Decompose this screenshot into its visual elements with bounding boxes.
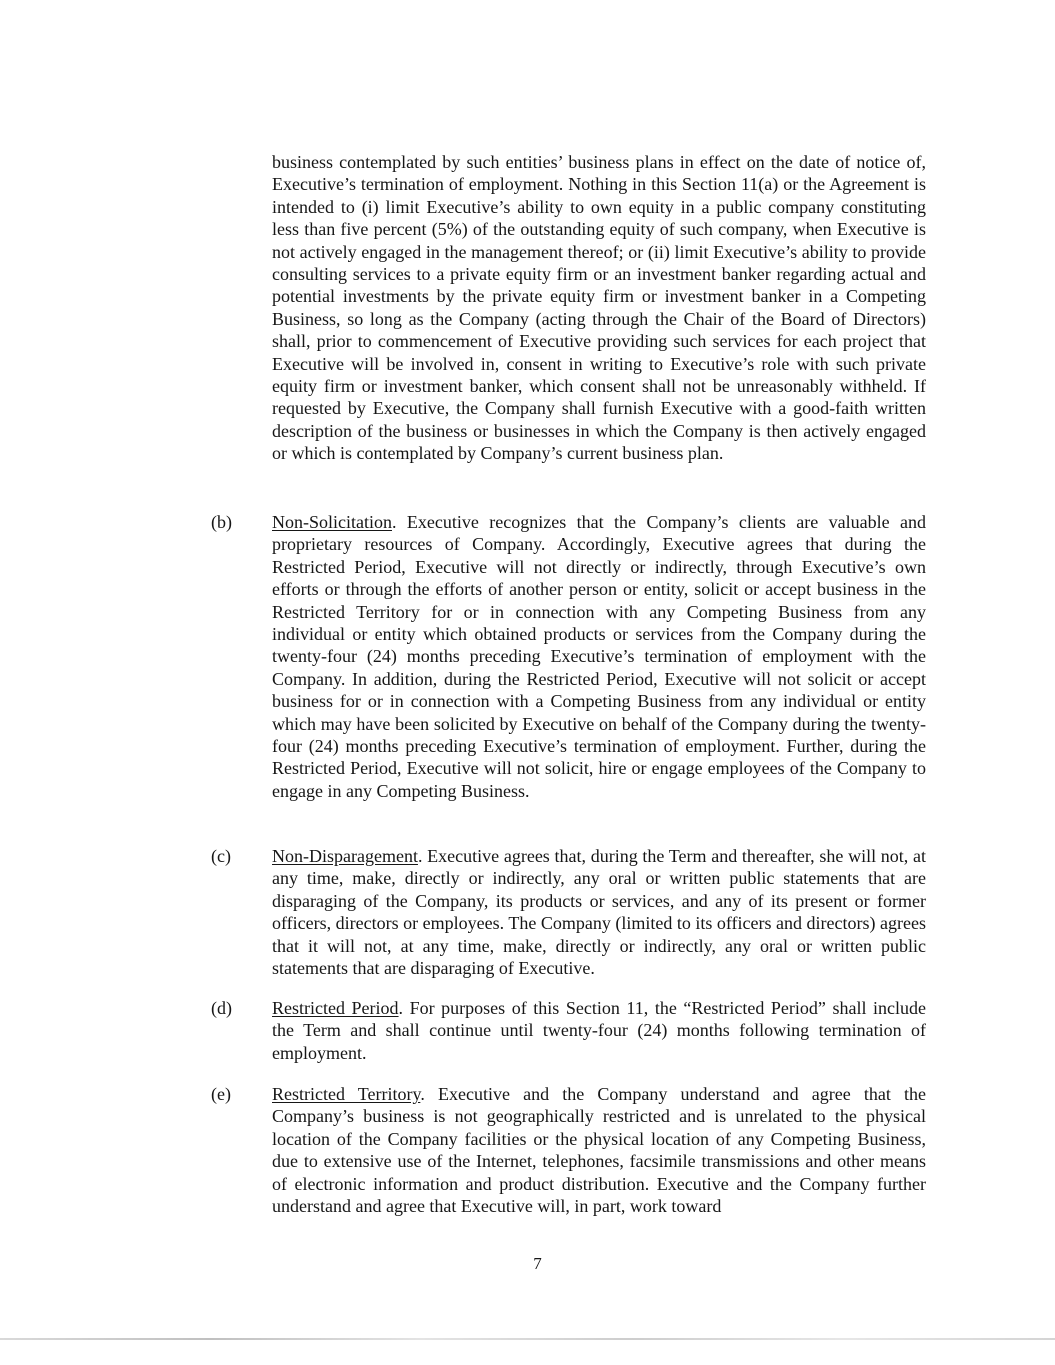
section-d-text: . For purposes of this Section 11, the “Restricted Period” shall include the Term and shall continue until twenty-four (24) months following termination of employment. <box>272 998 926 1063</box>
section-e-text: . Executive and the Company understand and agree that the Company’s business is not geographically restricted and is unrelated to the physical location of the Company facilities or the physical location of any Competing Business, due to extensive use of the Internet, telephones, facsimile transmissions and other means of electronic information and product distribution. Executive and the Company further understand and agree that Executive will, in part, work toward <box>272 1084 926 1217</box>
section-label-b: (b) <box>211 512 232 532</box>
section-label-e: (e) <box>211 1084 231 1104</box>
page-number: 7 <box>533 1254 542 1273</box>
section-b-paragraph <box>272 511 926 802</box>
section-b-heading: Non-Solicitation <box>272 512 392 532</box>
section-e-heading: Restricted Territory <box>272 1084 421 1104</box>
section-e-paragraph <box>272 1083 926 1217</box>
section-label-d: (d) <box>211 998 232 1018</box>
section-b-text: . Executive recognizes that the Company’s clients are valuable and proprietary resources of Company. Accordingly, Executive agrees that during the Restricted Period, Executive will not directly or indirectly, through Executive’s own efforts or through the efforts of another person or entity, solicit or accept business in the Restricted Territory for or in connection with any Competing Business from any individual or entity which obtained products or services from the Company during the twenty-four (24) months preceding Executive’s termination of employment with the Company. In addition, during the Restricted Period, Executive will not solicit or accept business for or in connection with a Competing Business from any individual or entity which may have been solicited by Executive on behalf of the Company during the twenty-four (24) months preceding Executive’s termination of employment. Further, during the Restricted Period, Executive will not solicit, hire or engage employees of the Company to engage in any Competing Business. <box>272 512 926 801</box>
continuation-paragraph: business contemplated by such entities’ business plans in effect on the date of notice of, Executive’s termination of employment. Nothing in this Section 11(a) or the Agreement is intended to (i) limit Executive’s ability to own equity in a public company constituting less than five percent (5%) of the outstanding equity of such company, when Executive is not actively engaged in the management thereof; or (ii) limit Executive’s ability to provide consulting services to a private equity firm or an investment banker regarding actual and potential investments by the private equity firm or investment banker in a Competing Business, so long as the Company (acting through the Chair of the Board of Directors) shall, prior to commencement of Executive providing such services for each project that Executive will be involved in, consent in writing to Executive’s role with such private equity firm or investment banker, which consent shall not be unreasonably withheld. If requested by Executive, the Company shall furnish Executive with a good-faith written description of the business or businesses in which the Company is then actively engaged or which is contemplated by Company’s current business plan. <box>272 152 926 464</box>
section-c-heading: Non-Disparagement <box>272 846 418 866</box>
section-c-paragraph <box>272 845 926 979</box>
section-c-text: . Executive agrees that, during the Term and thereafter, she will not, at any time, make, directly or indirectly, any oral or written public statements that are disparaging of the Company, its products or services, and any of its present or former officers, directors or employees. The Company (limited to its officers and directors) agrees that it will not, at any time, make, directly or indirectly, any oral or written public statements that are disparaging of Executive. <box>272 846 926 979</box>
section-d-heading: Restricted Period <box>272 998 399 1018</box>
section-d-paragraph <box>272 997 926 1064</box>
scan-edge-line <box>0 1338 1055 1340</box>
section-label-c: (c) <box>211 846 231 866</box>
